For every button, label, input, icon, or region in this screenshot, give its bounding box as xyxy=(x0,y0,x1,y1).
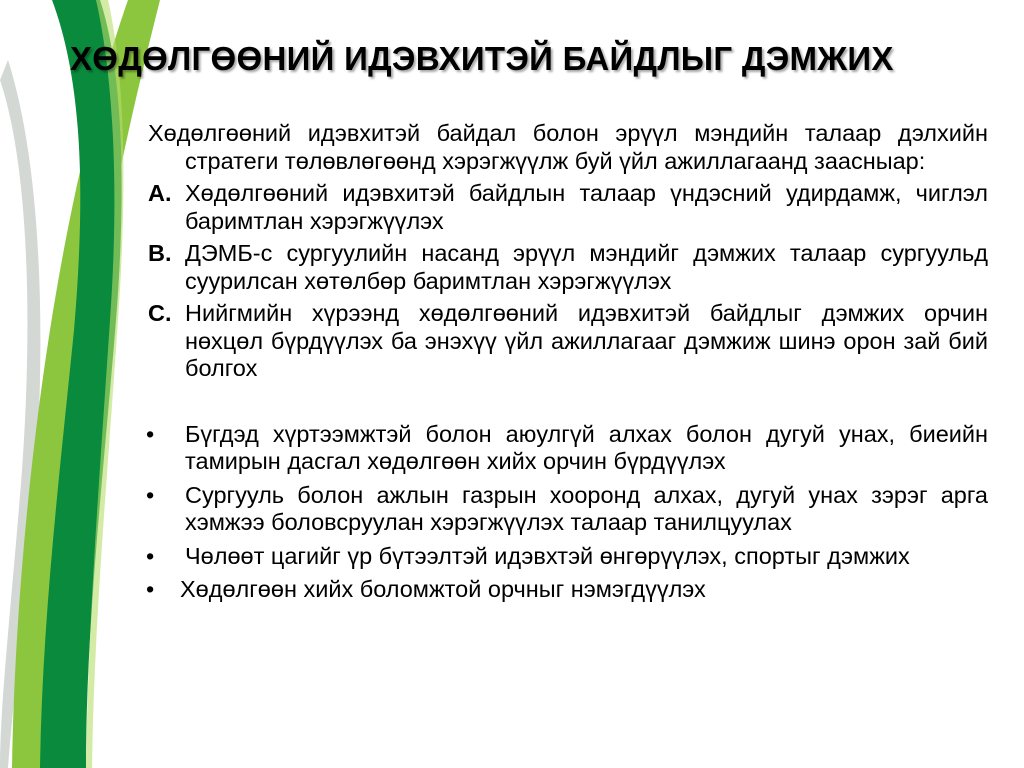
item-label: A. xyxy=(148,180,172,206)
bullet-item xyxy=(148,421,988,476)
bullet-item xyxy=(148,576,988,604)
bullet-item xyxy=(148,482,988,537)
slide-title: ХӨДӨЛГӨӨНИЙ ИДЭВХИТЭЙ БАЙДЛЫГ ДЭМЖИХ xyxy=(70,40,894,77)
list-item-b xyxy=(148,240,988,295)
list-item-c xyxy=(148,300,988,383)
bullet-icon: • xyxy=(146,481,155,508)
intro-paragraph: Хөдөлгөөний идэвхитэй байдал болон эрүүл мэндийн талаар дэлхийн стратеги төлөвлөгөөнд хэрэгжүүлж буй үйл ажиллагаанд заасныар: xyxy=(148,120,988,174)
bullet-icon: • xyxy=(146,576,155,602)
bullet-text: Бүгдэд хүртээмжтэй болон аюулгүй алхах болон дугуй унах, биеийн тамирын дасгал хөдөлгөөн хийх орчин бүрдүүлэх xyxy=(185,420,988,474)
bullet-text: Сургууль болон ажлын газрын хооронд алхах, дугуй унах зэрэг арга хэмжээ боловсруулан хэрэгжүүлэх талаар танилцуулах xyxy=(185,481,988,535)
decorative-green-ribbons xyxy=(0,0,170,768)
item-text: Нийгмийн хүрээнд хөдөлгөөний идэвхитэй байдлыг дэмжих орчин нөхцөл бүрдүүлэх ба энэхүү үйл ажиллагааг дэмжиж шинэ орон зай бий болгох xyxy=(185,300,988,381)
item-label: C. xyxy=(148,300,172,326)
item-text: ДЭМБ-с сургуулийн насанд эрүүл мэндийг дэмжих талаар сургуульд суурилсан хөтөлбөр баримтлан хэрэгжүүлэх xyxy=(185,240,988,294)
item-text: Хөдөлгөөний идэвхитэй байдлын талаар үндэсний удирдамж, чиглэл баримтлан хэрэгжүүлэх xyxy=(185,180,988,234)
bullet-icon: • xyxy=(146,420,155,447)
item-label: B. xyxy=(148,240,172,266)
list-item-a xyxy=(148,180,988,235)
bullet-text: Хөдөлгөөн хийх боломжтой орчныг нэмэгдүүлэх xyxy=(180,576,706,602)
spacer xyxy=(148,383,988,415)
bullet-text: Чөлөөт цагийг үр бүтээлтэй идэвхтэй өнгөрүүлэх, спортыг дэмжих xyxy=(185,542,910,569)
slide-content xyxy=(148,120,988,604)
bullet-item xyxy=(148,543,988,571)
bullet-icon: • xyxy=(146,542,155,569)
